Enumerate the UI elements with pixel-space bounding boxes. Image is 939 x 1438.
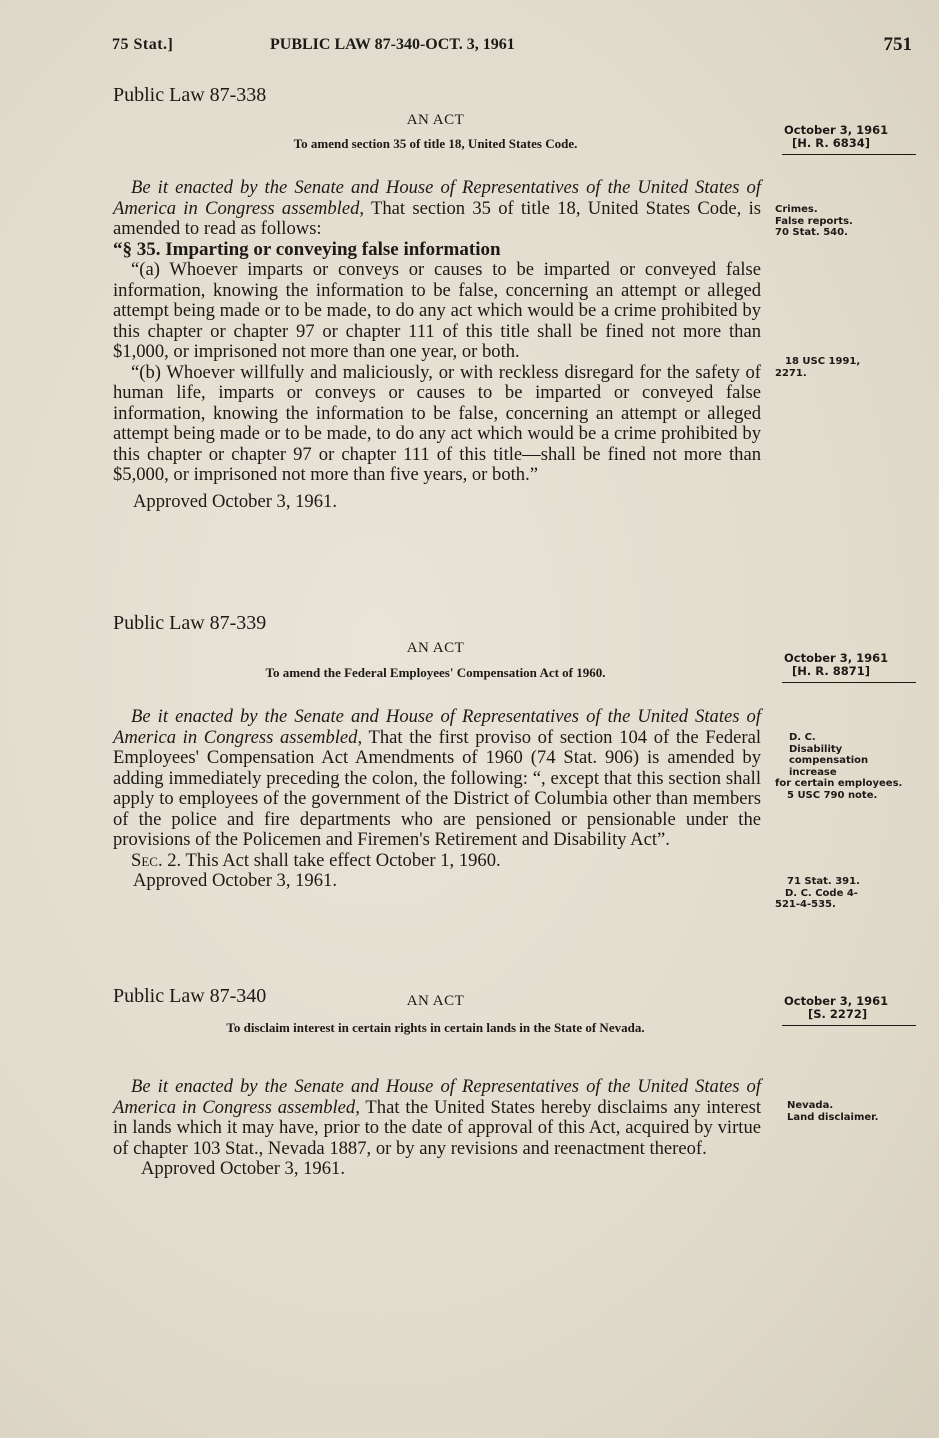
margin-note-subject [787,1100,927,1123]
approval-line: Approved October 3, 1961. [133,870,337,891]
bill-number: [S. 2272] [808,1007,868,1021]
approval-line: Approved October 3, 1961. [141,1158,345,1179]
enactment-date [782,652,916,683]
paragraph-b: “(b) Whoever willfully and maliciously, or with reckless disregard for the safety of human life, imparts or conveys or causes to be imparted or conveyed false information, knowing the information to be false, concerning an attempt or alleged attempt being made or to be made, to do any act which would be a crime prohibited by this chapter or chapter 97 or chapter 111 of this title—shall be fined not more than $5,000, or imprisoned not more than five years, or both.” [113,361,761,485]
margin-note-line: Disability compensation increase [789,743,869,778]
act-purpose: To disclaim interest in certain rights in certain lands in the State of Nevada. [226,1020,645,1035]
margin-note-line: 2271. [775,367,807,379]
margin-note-line: 521-4-535. [775,899,836,910]
an-act-heading: AN ACT [406,640,465,656]
enactment-date [782,995,916,1026]
an-act-heading: AN ACT [406,993,465,1009]
enacting-text: That section 35 of title 18, United States Code, is amended to read as follows: [113,197,761,239]
act-purpose: To amend section 35 of title 18, United States Code. [293,136,578,151]
margin-note-line: Land disclaimer. [787,1111,879,1123]
section-heading: “§ 35. Imparting or conveying false information [113,238,501,260]
margin-note-line: 71 Stat. 391. [787,876,860,887]
enacting-text: That the first proviso of section 104 of the Federal Employees' Compensation Act Amendments of 1960 (74 Stat. 906) is amended by adding immediately preceding the colon, the following: “, except that this section shall apply to employees of the government of the District of Columbia other than members of the police and fire departments who are pensioned or pensionable under the provisions of the Policemen and Firemen's Retirement and Disability Act”. [113,726,761,850]
margin-note-line: D. C. [789,732,816,743]
enacting-text: That the United States hereby disclaims any interest in lands which it may have, prior to the date of approval of this Act, acquired by virtue of chapter 103 Stat., Nevada 1887, or by any revisions and reenactment thereof. [113,1096,761,1159]
law-number: Public Law 87-338 [113,84,267,106]
running-title: PUBLIC LAW 87-340-OCT. 3, 1961 [270,36,515,53]
paragraph-a: “(a) Whoever imparts or conveys or causes to be imparted or conveyed false information, knowing the information to be false, concerning an attempt or alleged attempt being made or to be made, to do any act which would be a crime prohibited by this chapter or chapter 97 or chapter 111 of this title shall be fined not more than $1,000, or imprisoned not more than one year, or both. [113,259,761,362]
margin-note-citation [775,356,915,379]
margin-note-line: D. C. Code 4- [785,887,858,899]
enacting-clause: Be it enacted by the Senate and House of Representatives of the United States of America in Congress assembled, [113,706,761,748]
enactment-date [782,124,916,155]
margin-note-line: 5 USC 790 note. [787,789,878,801]
law-body [113,1077,761,1180]
enacting-clause: Be it enacted by the Senate and House of Representatives of the United States of America in Congress assembled, [113,177,761,219]
margin-note-line: Nevada. [787,1100,834,1111]
margin-note-line: False reports. [775,215,853,227]
law-body [113,707,761,892]
date-label: October 3, 1961 [784,651,889,665]
law-body [113,178,761,512]
approval-line: Approved October 3, 1961. [133,490,337,512]
margin-note-line: for certain employees. [775,778,903,789]
volume-reference: 75 Stat.] [112,36,174,53]
margin-note-subject [775,204,915,239]
date-label: October 3, 1961 [784,123,889,137]
enacting-clause: Be it enacted by the Senate and House of Representatives of the United States of America in Congress assembled, [113,1076,761,1118]
margin-note-line: 18 USC 1991, [785,356,861,367]
law-number: Public Law 87-340 [113,985,267,1007]
section-label: Sec. 2. [131,849,182,871]
an-act-heading: AN ACT [406,112,465,128]
bill-number: [H. R. 8871] [792,664,870,678]
running-head [112,36,912,60]
act-purpose: To amend the Federal Employees' Compensation Act of 1960. [265,665,606,680]
margin-note-citation [775,876,915,911]
margin-note-line: Crimes. [775,204,818,215]
date-label: October 3, 1961 [784,994,889,1008]
margin-note-line: 70 Stat. 540. [775,227,848,238]
section-text: This Act shall take effect October 1, 1960. [181,849,501,871]
margin-note-subject [775,732,915,801]
bill-number: [H. R. 6834] [792,136,870,150]
law-number: Public Law 87-339 [113,612,267,634]
page-number: 751 [883,34,912,55]
